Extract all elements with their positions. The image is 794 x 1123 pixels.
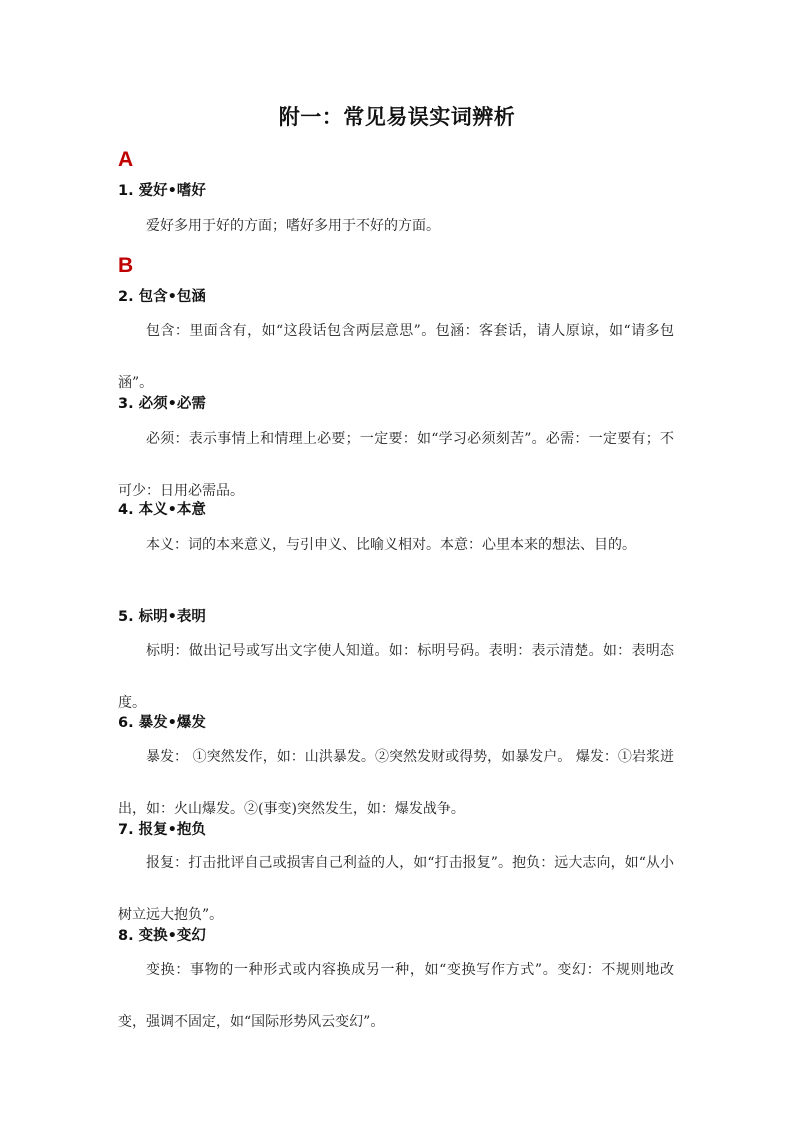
entry-text-4: 本义：词的本来意义，与引申义、比喻义相对。本意：心里本来的想法、目的。 xyxy=(146,537,636,553)
entry-text-6: 暴发： ①突然发作，如：山洪暴发。②突然发财或得势，如暴发户。 爆发：①岩浆迸出，如：火山爆发。②(事变)突然发生，如：爆发战争。 xyxy=(118,749,674,817)
page-title: 附一：常见易误实词辨析 xyxy=(278,105,516,129)
entry-text-5: 标明：做出记号或写出文字使人知道。如：标明号码。表明：表示清楚。如：表明态度。 xyxy=(118,643,674,711)
entry-heading-7: 7. 报复•抱负 xyxy=(118,822,206,838)
entry-text-7: 报复：打击批评自己或损害自己利益的人，如“打击报复”。抱负：远大志向，如“从小树立远大抱负”。 xyxy=(118,855,674,923)
entry-heading-5: 5. 标明•表明 xyxy=(118,609,206,625)
section-letter-a: A xyxy=(118,148,134,171)
entry-heading-8: 8. 变换•变幻 xyxy=(118,928,206,944)
entry-text-3: 必须：表示事情上和情理上必要；一定要：如“学习必须刻苦”。必需：一定要有；不可少：日用必需品。 xyxy=(118,431,674,499)
entry-text-2: 包含：里面含有，如“这段话包含两层意思”。包涵：客套话，请人原谅，如“请多包涵”。 xyxy=(118,323,674,391)
entry-heading-3: 3. 必须•必需 xyxy=(118,396,206,412)
entry-text-1: 爱好多用于好的方面；嗜好多用于不好的方面。 xyxy=(146,218,440,234)
entry-text-8: 变换：事物的一种形式或内容换成另一种，如“变换写作方式”。变幻：不规则地改变，强调不固定，如“国际形势风云变幻”。 xyxy=(118,962,674,1030)
entry-heading-4: 4. 本义•本意 xyxy=(118,502,206,518)
entry-heading-6: 6. 暴发•爆发 xyxy=(118,715,206,731)
entry-heading-2: 2. 包含•包涵 xyxy=(118,289,206,305)
entry-heading-1: 1. 爱好•嗜好 xyxy=(118,183,206,199)
section-letter-b: B xyxy=(118,254,134,277)
